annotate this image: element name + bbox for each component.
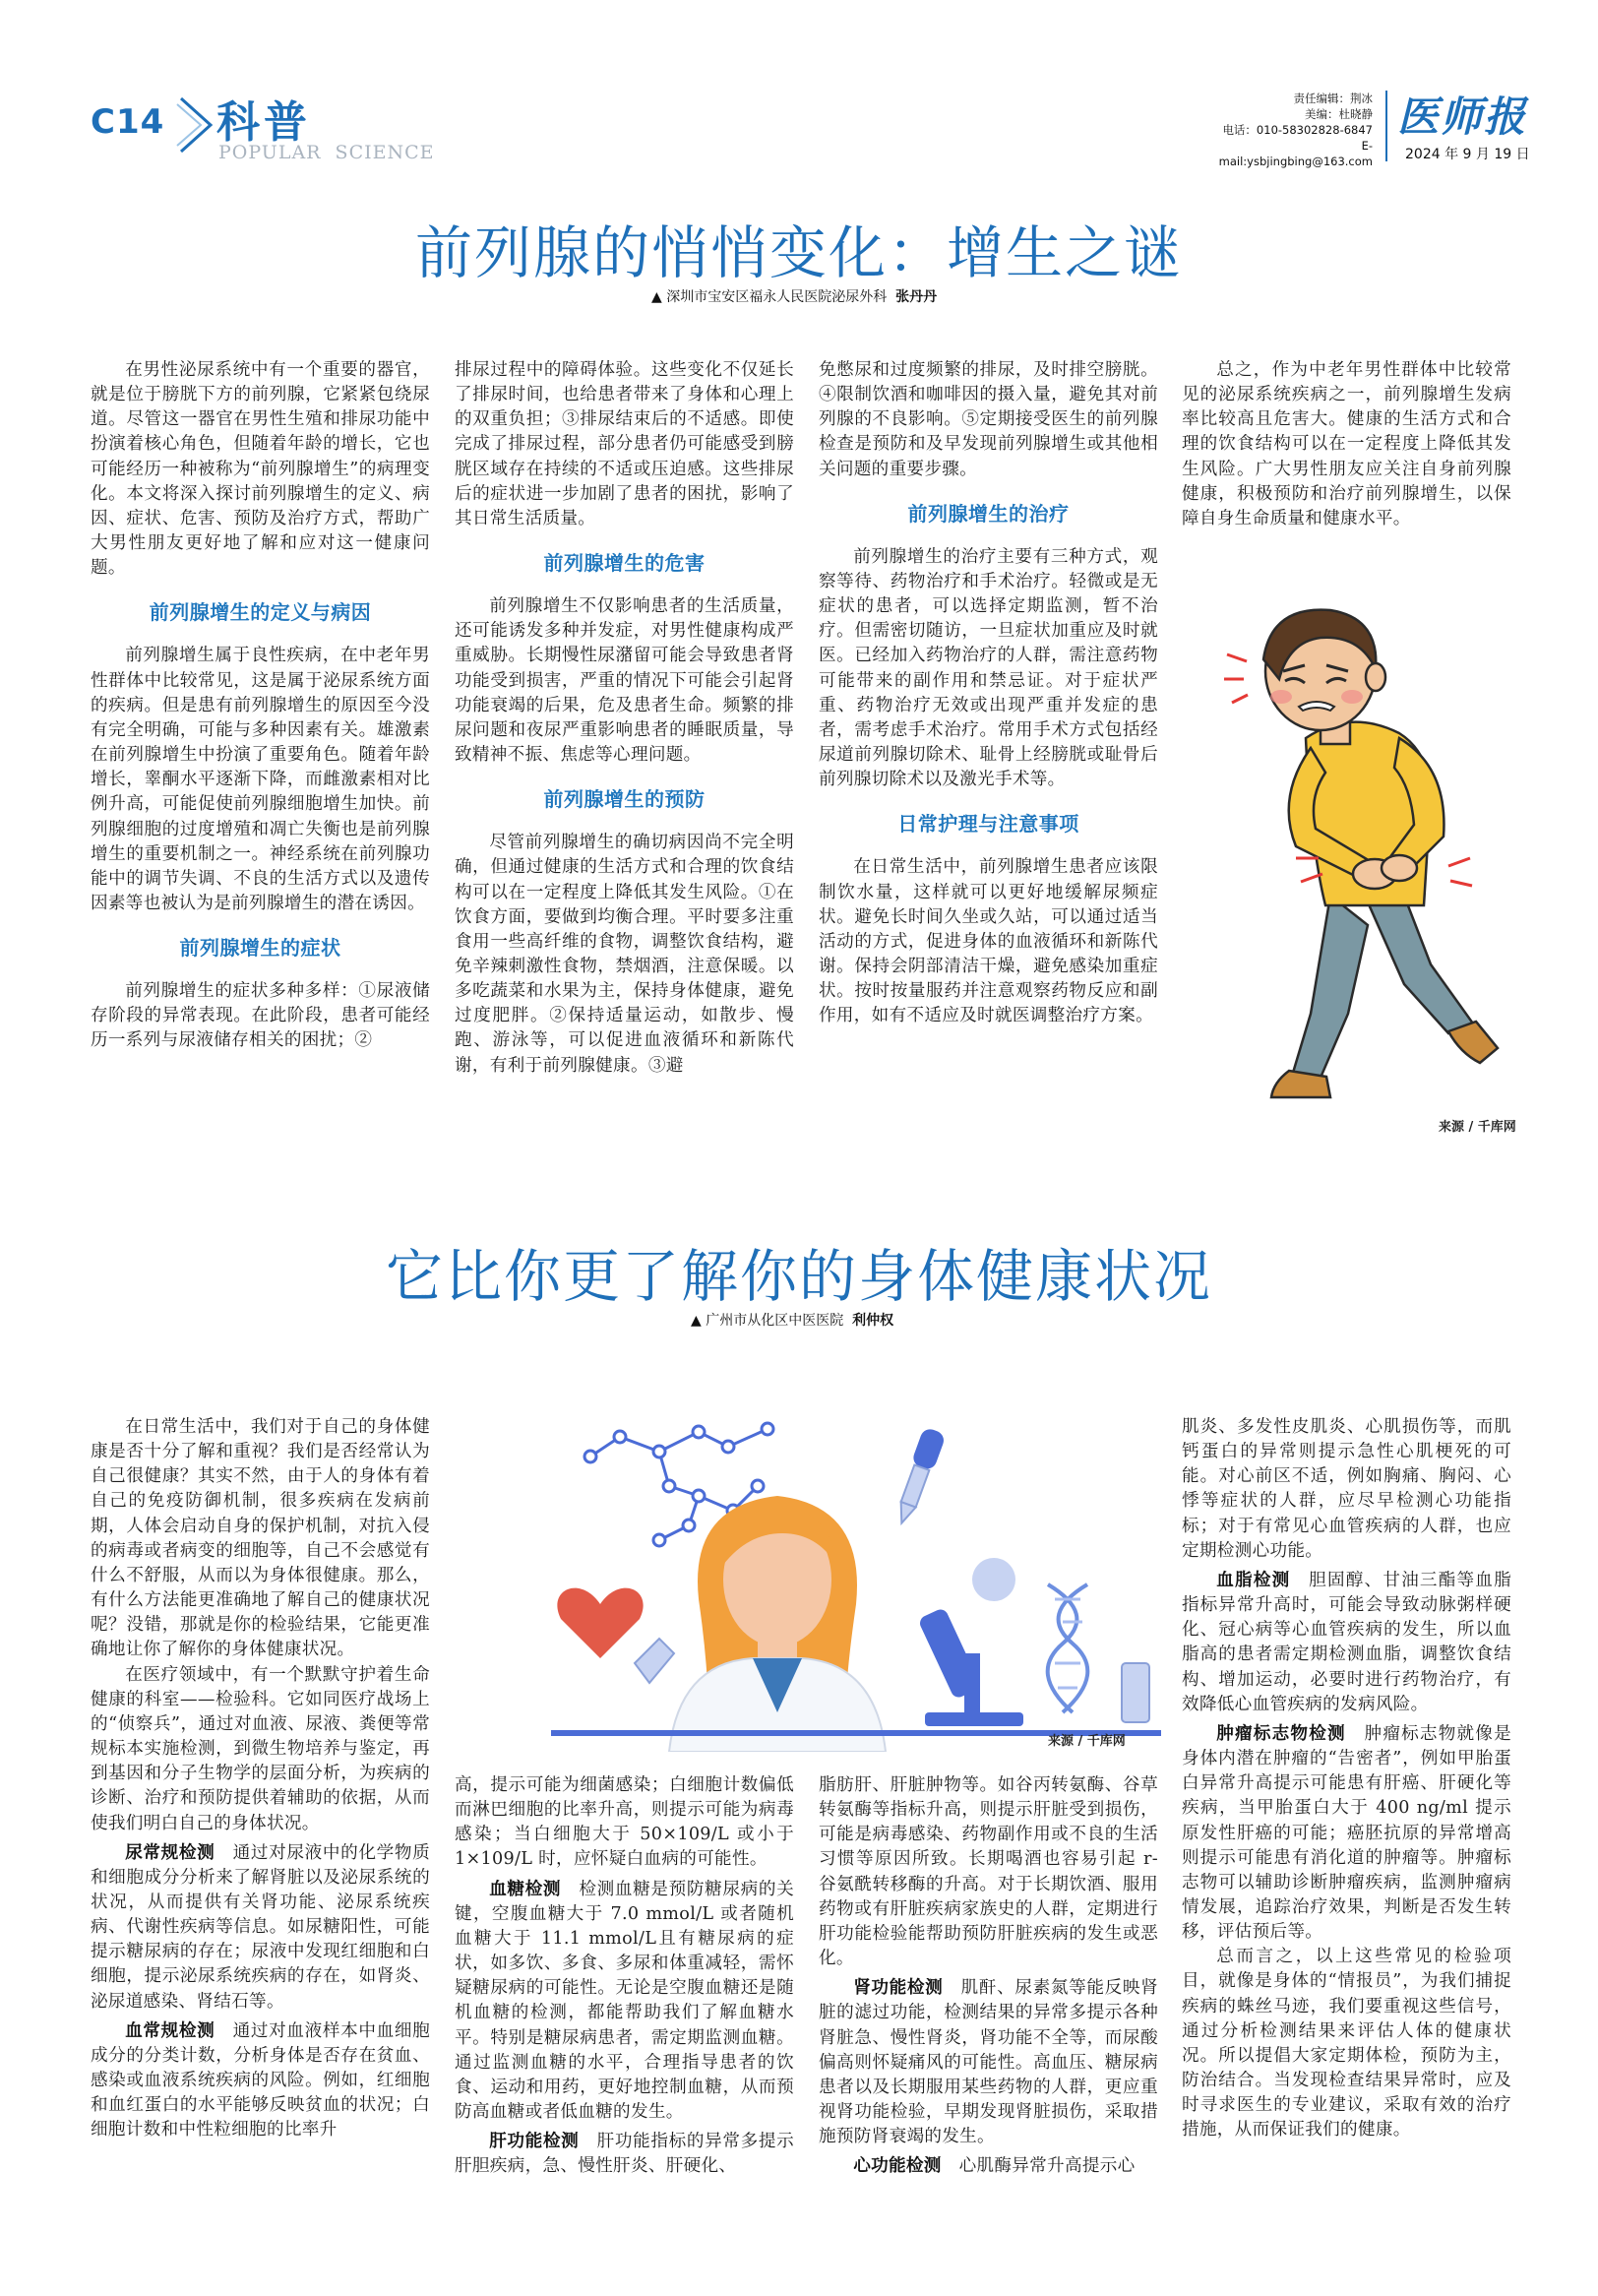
paragraph — [91, 2018, 430, 2143]
page-number: C14 — [91, 102, 165, 142]
byline — [691, 1310, 893, 1330]
paragraph — [455, 1877, 794, 2126]
chevron-right-icon — [175, 94, 218, 155]
email-address: E-mail:ysbjingbing@163.com — [1218, 139, 1373, 168]
article-column — [819, 358, 1158, 1028]
paragraph-text: 检测血糖是预防糖尿病的关键，空腹血糖大于 7.0 mmol/L 或者随机血糖大于 11.1 mmol/L且有糖尿病的症状，如多饮、多食、多尿和体重减轻，需怀疑糖尿病的可能性。无论是空腹血糖还是随机血糖的检测，都能帮助我们了解血糖水平。特别是糖尿病患者，需定期监测血糖。通过监测血糖的水平，合理指导患者的饮食、运动和用药，更好地控制血糖，从而预防高血糖或者低血糖的发生。 — [455, 1879, 794, 2123]
test-item-label: 心功能检测 — [853, 2155, 942, 2177]
paragraph-text: 肝功能指标的异常多提示肝胆疾病，急、慢性肝炎、肝硬化、 — [455, 2132, 794, 2177]
paragraph: 在男性泌尿系统中有一个重要的器官，就是位于膀胱下方的前列腺，它紧紧包绕尿道。尽管这一器官在男性生殖和排尿功能中扮演着核心角色，但随着年龄的增长，它也可能经历一种被称为“前列腺增生”的病理变化。本文将深入探讨前列腺增生的定义、病因、症状、危害、预防及治疗方式，帮助广大男性朋友更好地了解和应对这一健康问题。 — [91, 360, 430, 579]
header-divider — [1385, 91, 1387, 161]
section-title-en: POPULAR SCIENCE — [218, 142, 435, 163]
paragraph: 在医疗领域中，有一个默默守护着生命健康的科室——检验科。它如同医疗战场上的“侦察兵”，通过对血液、尿液、粪便等常规标本实施检测，到微生物培养与鉴定，再到基因和分子生物学的层面分析，为疾病的诊断、治疗和预防提供着辅助的依据，从而使我们明白自己的身体状况。 — [91, 1664, 430, 1833]
paragraph-text: 胆固醇、甘油三酯等血脂指标异常升高时，可能会导致动脉粥样硬化、冠心病等心血管疾病的发生，所以血脂高的患者需定期检测血脂，调整饮食结构、增加运动，必要时进行药物治疗，有效降低心血管疾病的发病风险。 — [1182, 1570, 1511, 1714]
section-heading: 日常护理与注意事项 — [897, 812, 1079, 837]
illustration-lab-scientist — [551, 1417, 1161, 1752]
paragraph-text: 肿瘤标志物就像是身体内潜在肿瘤的“告密者”，例如甲胎蛋白异常升高提示可能患有肝癌、肝硬化等疾病，当甲胎蛋白大于 400 ng/ml 提示原发性肝癌的可能；癌胚抗原的异常增高则提示可能患有消化道的肿瘤等。肿瘤标志物可以辅助诊断肿瘤疾病，监测肿瘤病情发展，追踪治疗效果，判断是否发生转移，评估预后等。 — [1182, 1723, 1511, 1943]
paragraph: 在日常生活中，前列腺增生患者应该限制饮水量，这样就可以更好地缓解尿频症状。避免长时间久坐或久站，可以通过适当活动的方式，促进身体的血液循环和新陈代谢。保持会阴部清洁干燥，避免感染加重症状。按时按量服药并注意观察药物反应和副作用，如有不适应及时就医调整治疗方案。 — [819, 857, 1158, 1026]
newspaper-name: 医师报 — [1397, 93, 1528, 141]
paragraph: 前列腺增生的症状多种多样：①尿液储存阶段的异常表现。在此阶段，患者可能经历一系列与尿液储存相关的困扰；② — [91, 981, 430, 1051]
article-title: 前列腺的悄悄变化：增生之谜 — [414, 219, 1183, 286]
paragraph — [819, 1975, 1158, 2149]
image-credit: 来源 / 千库网 — [1439, 1120, 1516, 1135]
section-title: 科普 — [216, 97, 311, 148]
image-credit: 来源 / 千库网 — [1048, 1734, 1126, 1749]
paragraph-text: 通过对血液样本中血细胞成分的分类计数，分析身体是否存在贫血、感染或血液系统疾病的风险。例如，红细胞和血红蛋白的水平能够反映贫血的状况；白细胞计数和中性粒细胞的比率升 — [91, 2020, 430, 2141]
byline — [651, 286, 937, 306]
article-column — [455, 1773, 794, 2180]
phone-number: 电话：010-58302828-6847 — [1222, 123, 1373, 137]
paragraph: 总之，作为中老年男性群体中比较常见的泌尿系统疾病之一，前列腺增生发病率比较高且危害大。健康的生活方式和合理的饮食结构可以在一定程度上降低其发生风险。广大男性朋友应关注自身前列腺健康，积极预防和治疗前列腺增生，以保障自身生命质量和健康水平。 — [1182, 360, 1511, 528]
paragraph: 前列腺增生属于良性疾病，在中老年男性群体中比较常见，这是属于泌尿系统方面的疾病。但是患有前列腺增生的原因至今没有完全明确，可能与多种因素有关。雄激素在前列腺增生中扮演了重要角色。随着年龄增长，睾酮水平逐渐下降，而雌激素相对比例升高，可能促使前列腺细胞增生加快。前列腺细胞的过度增殖和凋亡失衡也是前列腺增生的重要机制之一。神经系统在前列腺功能中的调节失调、不良的生活方式以及遗传因素等也被认为是前列腺增生的潜在诱因。 — [91, 646, 430, 913]
paragraph — [91, 1840, 430, 2015]
paragraph: 排尿过程中的障碍体验。这些变化不仅延长了排尿时间，也给患者带来了身体和心理上的双重负担；③排尿结束后的不适感。即使完成了排尿过程，部分患者仍可能感受到膀胱区域存在持续的不适或压迫感。这些排尿后的症状进一步加剧了患者的困扰，影响了其日常生活质量。 — [455, 360, 794, 528]
paragraph: 脂肪肝、肝脏肿物等。如谷丙转氨酶、谷草转氨酶等指标升高，则提示肝脏受到损伤，可能是病毒感染、药物副作用或不良的生活习惯等原因所致。长期喝酒也容易引起 r- 谷氨酰转移酶的升高。对于长期饮酒、服用药物或有肝脏疾病家族史的人群，定期进行肝功能检验能帮助预防肝脏疾病的发生或恶化。 — [819, 1775, 1158, 1969]
test-item-label: 血糖检测 — [489, 1878, 562, 1899]
paragraph: 前列腺增生不仅影响患者的生活质量，还可能诱发多种并发症，对男性健康构成严重威胁。长期慢性尿潴留可能会导致患者肾功能受到损害，严重的情况下可能会引起肾功能衰竭的后果，危及患者生命。频繁的排尿问题和夜尿严重影响患者的睡眠质量，导致精神不振、焦虑等心理问题。 — [455, 596, 794, 766]
paragraph: 在日常生活中，我们对于自己的身体健康是否十分了解和重视？我们是否经常认为自己很健康？其实不然，由于人的身体有着自己的免疫防御机制，很多疾病在发病前期，人体会启动自身的保护机制，对抗入侵的病毒或者病变的细胞等，自己不会感觉有什么不舒服，从而以为身体很健康。那么，有什么方法能更准确地了解自己的健康状况呢？没错，那就是你的检验结果，它能更准确地让你了解你的身体健康状况。 — [91, 1417, 430, 1660]
test-item-label: 血常规检测 — [125, 2019, 215, 2041]
article-title: 它比你更了解你的身体健康状况 — [385, 1243, 1212, 1310]
article-column — [819, 1773, 1158, 2180]
paragraph — [1182, 1568, 1511, 1717]
paragraph — [1182, 1721, 1511, 1945]
test-item-label: 血脂检测 — [1216, 1569, 1291, 1590]
paragraph: 肌炎、多发性皮肌炎、心肌损伤等，而肌钙蛋白的异常则提示急性心肌梗死的可能。对心前区不适，例如胸痛、胸闷、心悸等症状的人群，应尽早检测心功能指标；对于有常见心血管疾病的人群，也应定期检测心功能。 — [1182, 1417, 1511, 1561]
article-column — [91, 358, 430, 1054]
paragraph: 高，提示可能为细菌感染；白细胞计数偏低而淋巴细胞的比率升高，则提示可能为病毒感染；当白细胞大于 50×109/L 或小于 1×109/L 时，应怀疑白血病的可能性。 — [455, 1775, 794, 1870]
article-column — [91, 1415, 430, 2143]
paragraph-text: 通过对尿液中的化学物质和细胞成分分析来了解肾脏以及泌尿系统的状况，从而提供有关肾功能、泌尿系统疾病、代谢性疾病等信息。如尿糖阳性，可能提示糖尿病的存在；尿液中发现红细胞和白细胞，提示泌尿系统疾病的存在，如肾炎、泌尿道感染、肾结石等。 — [91, 1842, 430, 2012]
paragraph-text: 肌酐、尿素氮等能反映肾脏的滤过功能，检测结果的异常多提示各种肾脏急、慢性肾炎，肾功能不全等，而尿酸偏高则怀疑痛风的可能性。高血压、糖尿病患者以及长期服用某些药物的人群，更应重视肾功能检验，早期发现肾脏损伤，采取措施预防肾衰竭的发生。 — [819, 1978, 1158, 2147]
byline-author: 张丹丹 — [895, 289, 938, 305]
paragraph-text: 心肌酶异常升高提示心 — [958, 2156, 1136, 2177]
section-heading: 前列腺增生的定义与病因 — [149, 600, 372, 625]
article-column — [1182, 358, 1511, 531]
editor-info — [1215, 91, 1373, 169]
editor-name: 责任编辑：荆冰 — [1293, 92, 1373, 105]
designer-name: 美编：杜晓静 — [1305, 107, 1373, 121]
paragraph: 总而言之，以上这些常见的检验项目，就像是身体的“情报员”，为我们捕捉疾病的蛛丝马迹，我们要重视这些信号，通过分析检测结果来评估人体的健康状况。所以提倡大家定期体检，预防为主，防治结合。当发现检查结果异常时，应及时寻求医生的专业建议，采取有效的治疗措施，从而保证我们的健康。 — [1182, 1947, 1511, 2141]
paragraph: 尽管前列腺增生的确切病因尚不完全明确，但通过健康的生活方式和合理的饮食结构可以在一定程度上降低其发生风险。①在饮食方面，要做到均衡合理。平时要多注重食用一些高纤维的食物，调整饮食结构，避免辛辣刺激性食物，禁烟酒，注意保暖。以多吃蔬菜和水果为主，保持身体健康，避免过度肥胖。②保持适量运动，如散步、慢跑、游泳等，可以促进血液循环和新陈代谢，有利于前列腺健康。③避 — [455, 833, 794, 1076]
article-column — [1182, 1415, 1511, 2143]
issue-date: 2024 年 9 月 19 日 — [1405, 147, 1530, 162]
section-heading: 前列腺增生的预防 — [543, 787, 706, 812]
paragraph: 前列腺增生的治疗主要有三种方式，观察等待、药物治疗和手术治疗。轻微或是无症状的患者，可以选择定期监测，暂不治疗。但需密切随访，一旦症状加重应及时就医。已经加入药物治疗的人群，需注意药物可能带来的副作用和禁忌证。对于症状严重、药物治疗无效或出现严重并发症的患者，需考虑手术治疗。常用手术方式包括经尿道前列腺切除术、耻骨上经膀胱或耻骨后前列腺切除术以及激光手术等。 — [819, 546, 1158, 790]
test-item-label: 肾功能检测 — [853, 1977, 944, 1999]
paragraph — [455, 2129, 794, 2179]
test-item-label: 肝功能检测 — [489, 2131, 580, 2152]
byline-unit: ▲ 深圳市宝安区福永人民医院泌尿外科 — [651, 289, 888, 305]
byline-unit: ▲ 广州市从化区中医医院 — [691, 1313, 844, 1329]
byline-author: 利仲权 — [852, 1313, 894, 1329]
paragraph — [819, 2153, 1158, 2179]
test-item-label: 尿常规检测 — [125, 1841, 215, 1863]
article-column — [455, 358, 794, 1079]
section-heading: 前列腺增生的症状 — [179, 936, 341, 961]
test-item-label: 肿瘤标志物检测 — [1216, 1722, 1346, 1744]
section-heading: 前列腺增生的治疗 — [907, 501, 1070, 526]
section-heading: 前列腺增生的危害 — [543, 551, 706, 576]
illustration-man-abdominal-pain — [1202, 600, 1517, 1117]
paragraph: 免憋尿和过度频繁的排尿，及时排空膀胱。④限制饮酒和咖啡因的摄入量，避免其对前列腺的不良影响。⑤定期接受医生的前列腺检查是预防和及早发现前列腺增生或其他相关问题的重要步骤。 — [819, 360, 1158, 479]
